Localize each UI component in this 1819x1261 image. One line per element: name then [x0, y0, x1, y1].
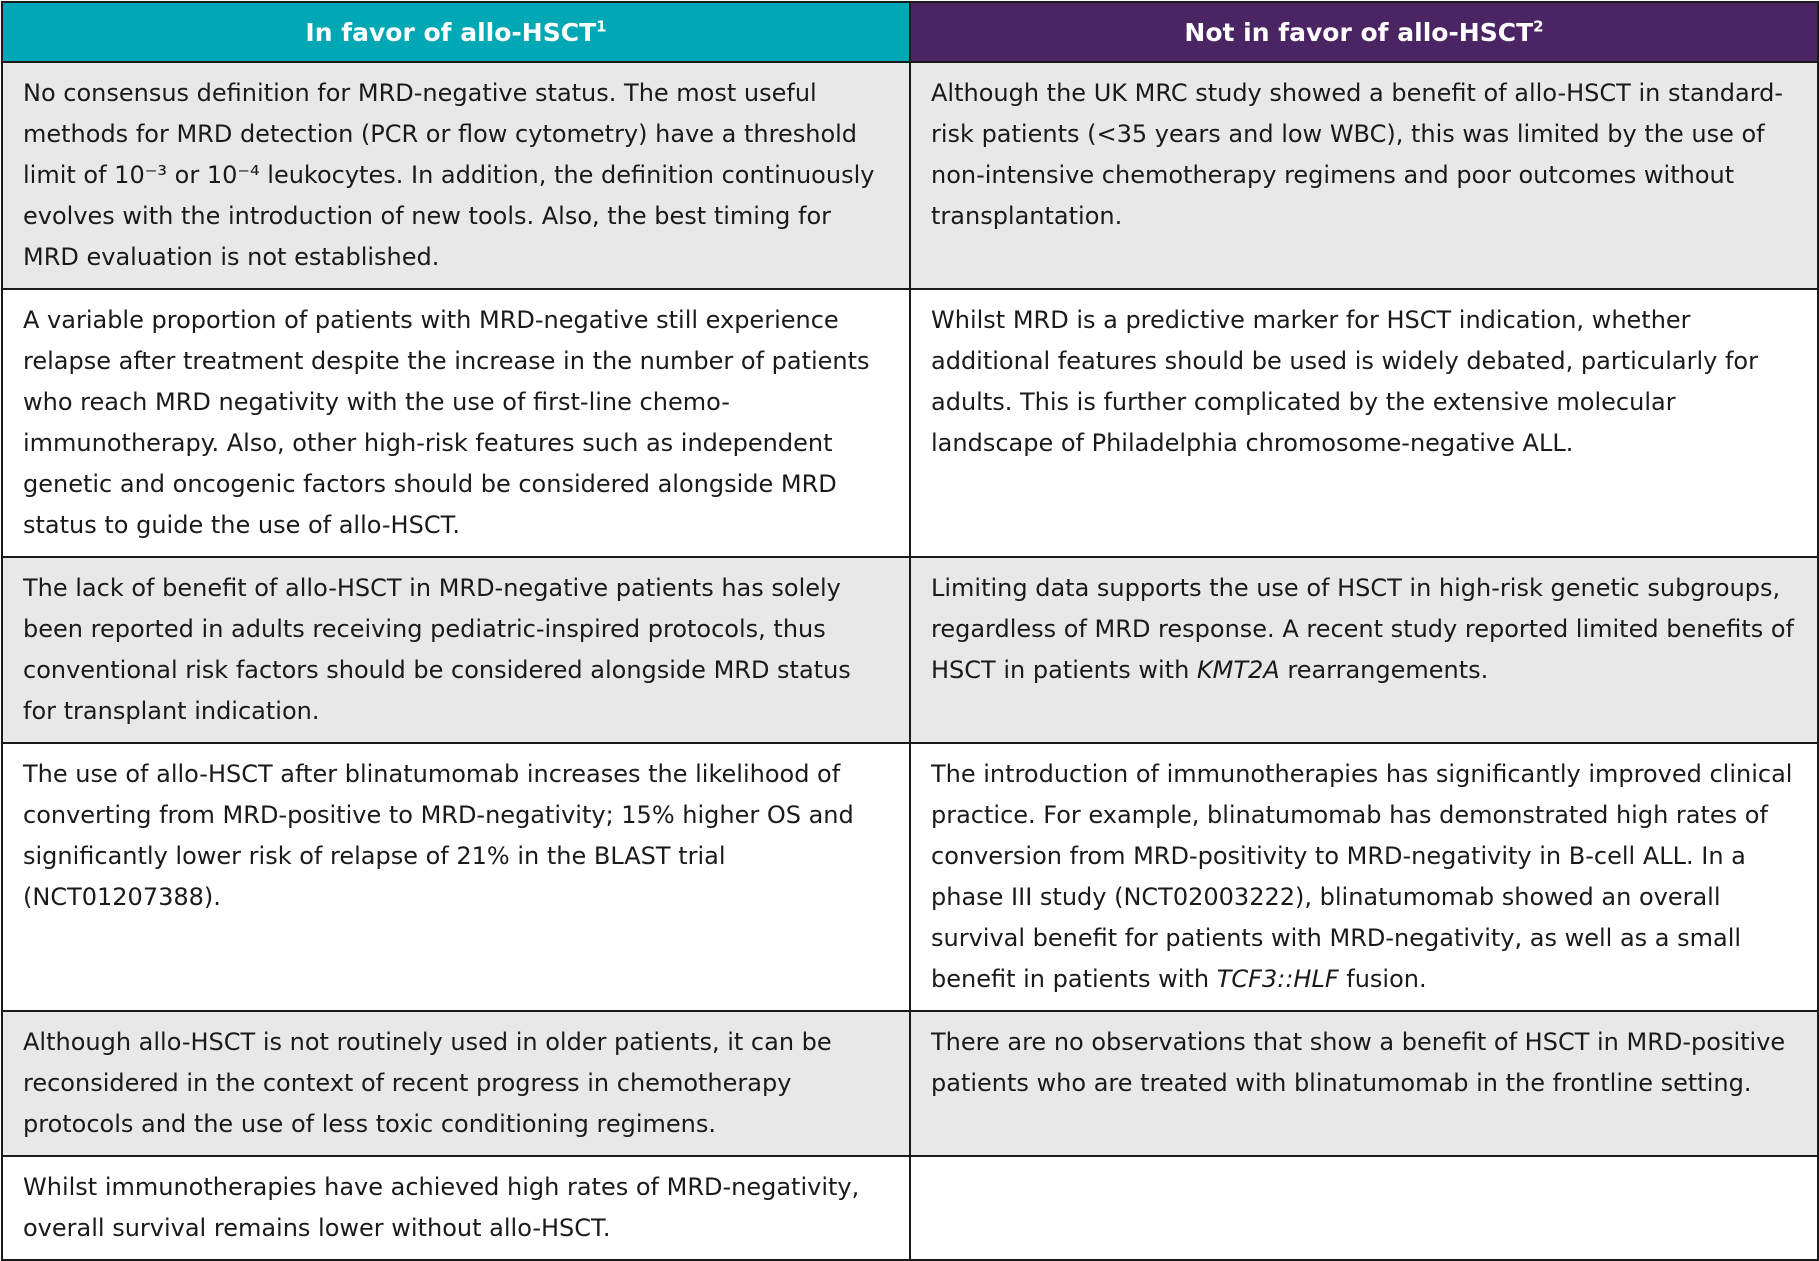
header-not-in-favor-ref: 2 — [1533, 17, 1544, 36]
table-row — [2, 1156, 1818, 1260]
cell-text: The use of allo-HSCT after blinatumomab increases the likelihood of converting from MRD-positive to MRD-negativity; 15% higher OS and significantly lower risk of relapse of 21% in the BLAST trial (NCT01207388). — [23, 760, 854, 911]
cell-text: Although allo-HSCT is not routinely used in older patients, it can be reconsidered in the context of recent progress in chemotherapy protocols and the use of less toxic conditioning regimens. — [23, 1028, 832, 1138]
table-header — [2, 2, 1818, 62]
table-body — [2, 62, 1818, 1260]
gene-fusion-name: TCF3::HLF — [1216, 965, 1339, 993]
cell-text: Whilst MRD is a predictive marker for HSCT indication, whether additional features should be used is widely debated, particularly for adults. This is further complicated by the extensive molecular landscape of Philadelphia chromosome-negative ALL. — [931, 306, 1758, 457]
table-row — [2, 743, 1818, 1011]
table-row — [2, 289, 1818, 557]
cell-not-in-favor — [910, 743, 1818, 1011]
cell-in-favor — [2, 743, 910, 1011]
header-row — [2, 2, 1818, 62]
cell-text: The lack of benefit of allo-HSCT in MRD-negative patients has solely been reported in adults receiving pediatric-inspired protocols, thus conventional risk factors should be considered alongside MRD status for transplant indication. — [23, 574, 851, 725]
cell-not-in-favor — [910, 557, 1818, 743]
header-not-in-favor-label: Not in favor of allo-HSCT — [1184, 17, 1534, 47]
cell-in-favor — [2, 289, 910, 557]
cell-text-part: Limiting data supports the use of HSCT in high-risk genetic subgroups, regardless of MRD response. A recent study reported limited benefits of HSCT in patients with — [931, 574, 1794, 684]
cell-in-favor — [2, 1156, 910, 1260]
cell-not-in-favor — [910, 1011, 1818, 1156]
cell-in-favor — [2, 62, 910, 289]
header-in-favor — [2, 2, 910, 62]
cell-text-part: The introduction of immunotherapies has significantly improved clinical practice. For example, blinatumomab has demonstrated high rates of conversion from MRD-positivity to MRD-negativity in B-cell ALL. In a phase III study (NCT02003222), blinatumomab showed an overall survival benefit for patients with MRD-negativity, as well as a small benefit in patients with — [931, 760, 1793, 993]
comparison-table — [1, 1, 1819, 1261]
cell-in-favor — [2, 1011, 910, 1156]
cell-text: Although the UK MRC study showed a benefit of allo-HSCT in standard-risk patients (<35 years and low WBC), this was limited by the use of non-intensive chemotherapy regimens and poor outcomes without transplantation. — [931, 79, 1784, 230]
table-row — [2, 62, 1818, 289]
header-not-in-favor — [910, 2, 1818, 62]
header-in-favor-label: In favor of allo-HSCT — [305, 17, 597, 47]
cell-not-in-favor — [910, 289, 1818, 557]
gene-name: KMT2A — [1196, 656, 1280, 684]
cell-in-favor — [2, 557, 910, 743]
cell-not-in-favor — [910, 1156, 1818, 1260]
table-row — [2, 1011, 1818, 1156]
header-in-favor-ref: 1 — [596, 17, 607, 36]
cell-text — [931, 568, 1799, 691]
cell-text: No consensus definition for MRD-negative status. The most useful methods for MRD detection (PCR or flow cytometry) have a threshold limit of 10⁻³ or 10⁻⁴ leukocytes. In addition, the definition continuously evolves with the introduction of new tools. Also, the best timing for MRD evaluation is not established. — [23, 79, 875, 271]
cell-not-in-favor — [910, 62, 1818, 289]
table-row — [2, 557, 1818, 743]
cell-text — [931, 754, 1799, 1000]
cell-text: There are no observations that show a benefit of HSCT in MRD-positive patients who are treated with blinatumomab in the frontline setting. — [931, 1028, 1786, 1097]
cell-text-part: rearrangements. — [1279, 656, 1489, 684]
cell-text: Whilst immunotherapies have achieved high rates of MRD-negativity, overall survival remains lower without allo-HSCT. — [23, 1173, 860, 1242]
cell-text: A variable proportion of patients with MRD-negative still experience relapse after treatment despite the increase in the number of patients who reach MRD negativity with the use of first-line chemo-immunotherapy. Also, other high-risk features such as independent genetic and oncogenic factors should be considered alongside MRD status to guide the use of allo-HSCT. — [23, 306, 870, 539]
cell-text-part: fusion. — [1338, 965, 1427, 993]
